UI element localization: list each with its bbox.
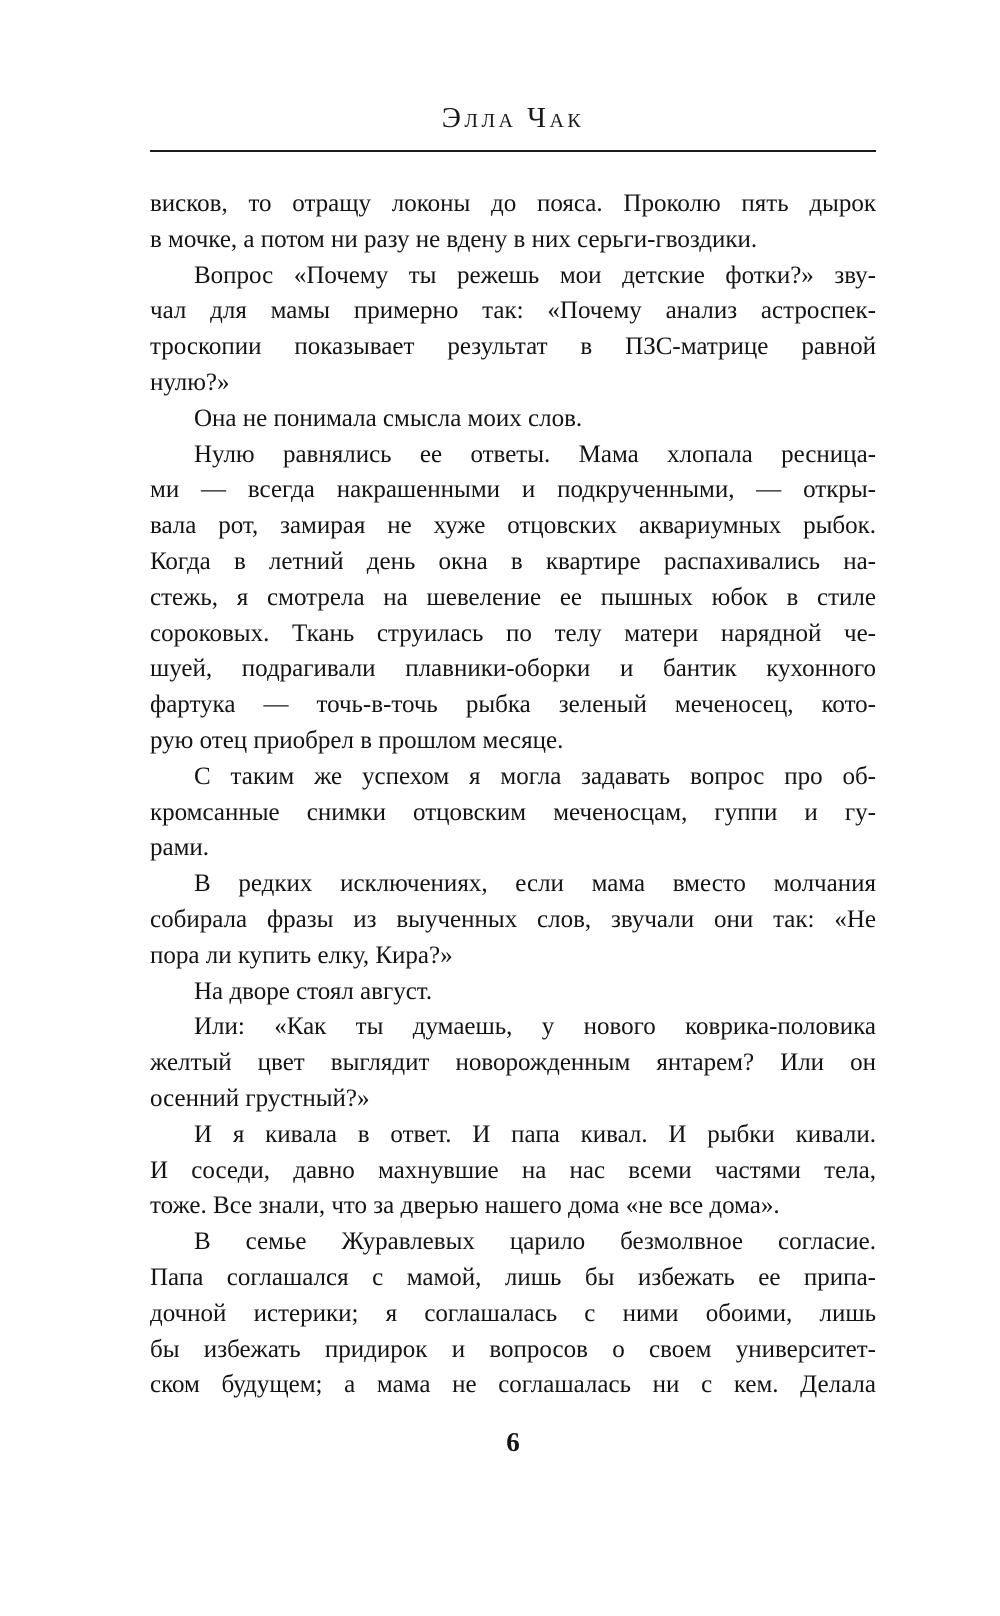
text-line: рую отец приобрел в прошлом месяце.: [150, 726, 564, 754]
paragraph: [150, 974, 876, 1010]
page-content: [150, 0, 876, 1458]
text-line: Когда в летний день окна в квартире распахивались на-: [150, 547, 876, 575]
text-line: В редких исключениях, если мама вместо молчания: [194, 870, 876, 898]
text-line: висков, то отращу локоны до пояса. Проколю пять дырок: [150, 190, 876, 217]
text-line: Нулю равнялись ее ответы. Мама хлопала ресница-: [194, 440, 876, 468]
paragraph: [150, 258, 876, 401]
text-line: вала рот, замирая не хуже отцовских аквариумных рыбок.: [150, 512, 876, 540]
paragraph: [150, 866, 876, 973]
text-line: стежь, я смотрела на шевеление ее пышных юбок в стиле: [150, 583, 876, 611]
text-line: собирала фразы из выученных слов, звучали они так: «Не: [150, 905, 876, 933]
text-line: чал для мамы примерно так: «Почему анализ астроспек-: [150, 297, 876, 325]
text-line: С таким же успехом я могла задавать вопрос про об-: [194, 762, 876, 790]
running-header-author: Элла Чак: [441, 102, 585, 134]
text-line: ском будущем; а мама не соглашалась ни с кем. Делала: [150, 1371, 876, 1399]
text-line: ми — всегда накрашенными и подкрученными, — откры-: [150, 476, 876, 504]
paragraph: [150, 1009, 876, 1116]
text-line: в мочке, а потом ни разу не вдену в них серьги-гвоздики.: [150, 225, 758, 253]
text-line: И я кивала в ответ. И папа кивал. И рыбки кивали.: [194, 1120, 876, 1148]
text-line: кромсанные снимки отцовским меченосцам, гуппи и гу-: [150, 798, 876, 826]
text-line: Или: «Как ты думаешь, у нового коврика-половика: [194, 1013, 876, 1041]
header-rule: [150, 150, 876, 152]
page-text: [150, 186, 876, 1403]
text-line: И соседи, давно махнувшие на нас всеми частями тела,: [150, 1156, 876, 1184]
text-line: бы избежать придирок и вопросов о своем университет-: [150, 1335, 876, 1363]
text-line: дочной истерики; я соглашалась с ними обоими, лишь: [150, 1299, 876, 1327]
text-line: нулю?»: [150, 368, 230, 396]
paragraph: [150, 1117, 876, 1224]
text-line: На дворе стоял август.: [194, 977, 433, 1005]
paragraph: [150, 401, 876, 437]
text-line: Вопрос «Почему ты режешь мои детские фотки?» зву-: [194, 261, 876, 289]
paragraph: [150, 759, 876, 866]
text-line: сороковых. Ткань струилась по телу матери нарядной че-: [150, 619, 876, 647]
text-line: тоже. Все знали, что за дверью нашего дома «не все дома».: [150, 1192, 780, 1220]
paragraph: [150, 437, 876, 759]
text-line: фартука — точь-в-точь рыбка зеленый меченосец, кото-: [150, 691, 876, 719]
text-line: Папа соглашался с мамой, лишь бы избежать ее припа-: [150, 1263, 876, 1291]
text-line: пора ли купить елку, Кира?»: [150, 941, 453, 969]
text-line: Она не понимала смысла моих слов.: [194, 404, 583, 432]
text-line: желтый цвет выглядит новорожденным янтарем? Или он: [150, 1049, 876, 1077]
text-line: троскопии показывает результат в ПЗС-матрице равной: [150, 333, 876, 361]
paragraph: [150, 186, 876, 258]
text-line: рами.: [150, 834, 210, 862]
page-number: 6: [506, 1427, 520, 1458]
text-line: шуей, подрагивали плавники-оборки и бантик кухонного: [150, 655, 876, 683]
text-line: В семье Журавлевых царило безмолвное согласие.: [194, 1228, 876, 1256]
paragraph: [150, 1224, 876, 1403]
text-line: осенний грустный?»: [150, 1084, 370, 1112]
